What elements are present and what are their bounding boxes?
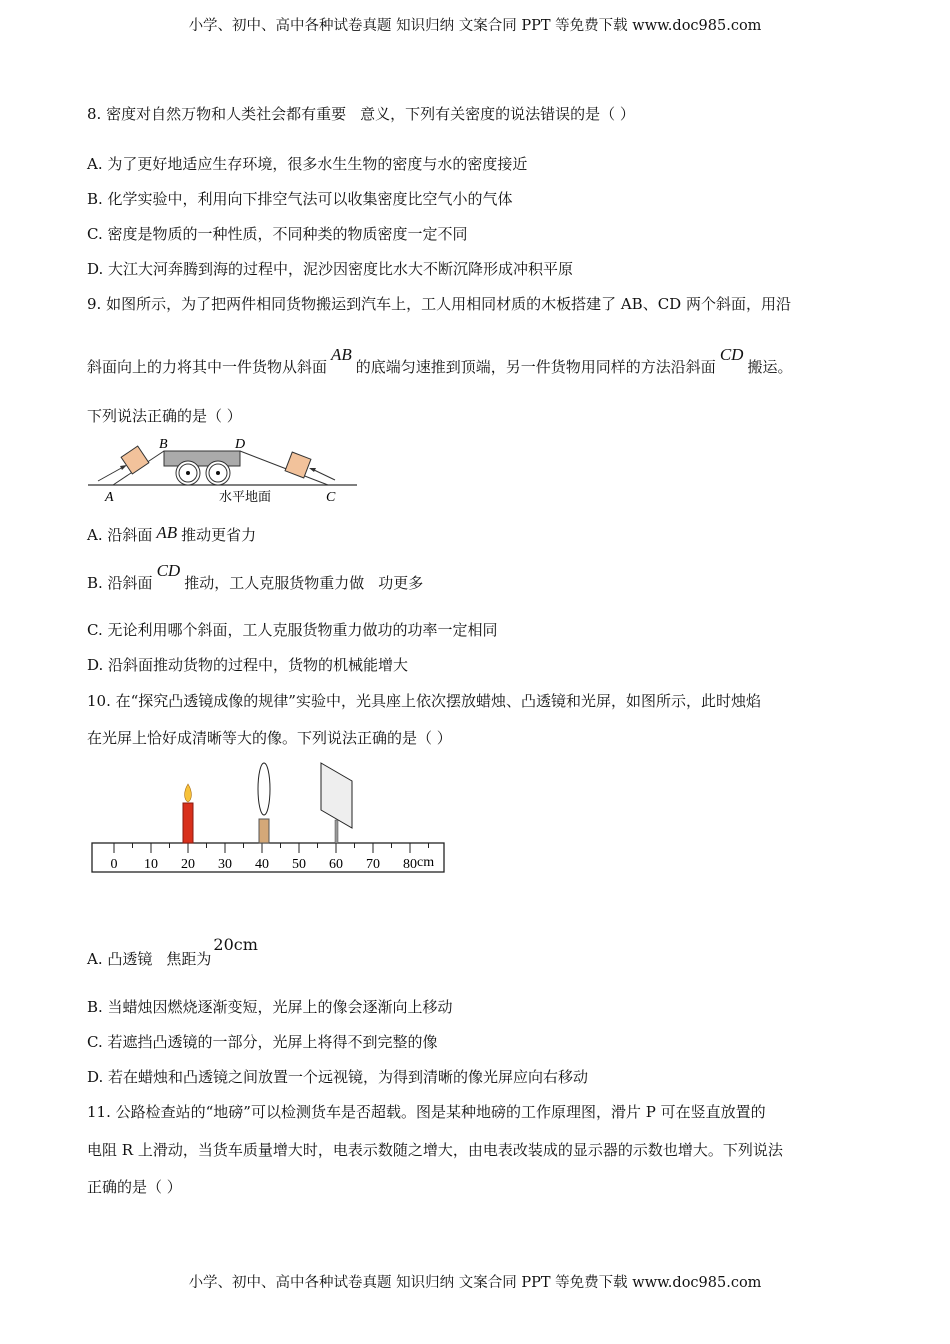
cargo-box-ab — [121, 446, 149, 474]
wheel — [176, 461, 200, 485]
ruler-label: 0 — [110, 857, 118, 872]
label-a: A — [105, 490, 114, 505]
q10-option-a — [87, 935, 258, 969]
q11-line2: 电阻 R 上滑动，当货车质量增大时，电表示数随之增大，由电表改装成的显示器的示数也增大。下列说法 — [87, 1141, 783, 1159]
t: 推动，工人克服货物重力做 — [184, 574, 365, 592]
label-c: C — [326, 490, 336, 505]
q11-line3: 正确的是（ ） — [87, 1178, 182, 1196]
convex-lens — [258, 763, 270, 815]
q9-option-d: D. 沿斜面推动货物的过程中，货物的机械能增大 — [87, 656, 409, 674]
q8-stem — [87, 103, 635, 124]
cargo-box-cd — [285, 452, 311, 478]
t: 的底端匀速推到顶端，另一件货物用同样的方法沿斜面 — [355, 358, 716, 376]
q9-line3: 下列说法正确的是（ ） — [87, 407, 242, 425]
t: 焦距为 — [166, 950, 212, 968]
q8-stem-b: 意义，下列有关密度的说法错误的是（ ） — [360, 105, 635, 123]
ruler-label: 50 — [292, 857, 306, 872]
q10-line2: 在光屏上恰好成清晰等大的像。下列说法正确的是（ ） — [87, 729, 452, 747]
q9-option-a — [87, 524, 256, 545]
t: 功更多 — [378, 574, 424, 592]
q8-option-c: C. 密度是物质的一种性质，不同种类的物质密度一定不同 — [87, 225, 468, 243]
ruler-label: 60 — [329, 857, 343, 872]
lens-holder — [259, 819, 269, 843]
q9-line2 — [87, 345, 793, 377]
q10-option-b: B. 当蜡烛因燃烧逐渐变短，光屏上的像会逐渐向上移动 — [87, 998, 453, 1016]
force-arrow-ab — [98, 466, 125, 481]
ruler-label: 40 — [255, 857, 269, 872]
ruler-label: 10 — [144, 857, 158, 872]
q8-option-d: D. 大江大河奔腾到海的过程中，泥沙因密度比水大不断沉降形成冲积平原 — [87, 260, 574, 278]
page-footer: 小学、初中、高中各种试卷真题 知识归纳 文案合同 PPT 等免费下载 www.doc985.com — [188, 1275, 762, 1291]
wheel — [206, 461, 230, 485]
q10-option-c: C. 若遮挡凸透镜的一部分，光屏上将得不到完整的像 — [87, 1033, 438, 1051]
q10-option-d: D. 若在蜡烛和凸透镜之间放置一个远视镜，为得到清晰的像光屏应向右移动 — [87, 1068, 589, 1086]
incline-figure — [85, 430, 365, 510]
flame-icon — [185, 784, 192, 802]
force-arrow-cd — [312, 469, 335, 480]
q11-line1: 11. 公路检查站的“地磅”可以检测货车是否超载。图是某种地磅的工作原理图，滑片 P 可在竖直放置的 — [87, 1103, 766, 1121]
math-ab: AB — [156, 523, 178, 542]
t: 搬运。 — [747, 358, 793, 376]
ground-label: 水平地面 — [219, 489, 272, 504]
page-header: 小学、初中、高中各种试卷真题 知识归纳 文案合同 PPT 等免费下载 www.doc985.com — [188, 18, 762, 34]
q8-option-b: B. 化学实验中，利用向下排空气法可以收集密度比空气小的气体 — [87, 190, 513, 208]
candle — [183, 803, 193, 843]
t: A. 凸透镜 — [87, 950, 153, 968]
q9-option-b — [87, 561, 424, 593]
ruler-label: 20 — [181, 857, 195, 872]
label-b: B — [159, 437, 168, 452]
q9-option-c: C. 无论利用哪个斜面，工人克服货物重力做功的功率一定相同 — [87, 621, 498, 639]
ruler-label: 30 — [218, 857, 232, 872]
t: A. 沿斜面 — [87, 526, 153, 544]
light-screen — [321, 763, 352, 828]
t: B. 沿斜面 — [87, 574, 153, 592]
q8-stem-a: 8. 密度对自然万物和人类社会都有重要 — [87, 105, 347, 123]
ruler-label: 70 — [366, 857, 380, 872]
q10-line1: 10. 在“探究凸透镜成像的规律”实验中，光具座上依次摆放蜡烛、凸透镜和光屏，如图所示，此时烛焰 — [87, 692, 761, 710]
focal-value: 20cm — [213, 935, 258, 954]
unit-label: cm — [417, 855, 435, 870]
label-d: D — [235, 437, 246, 452]
optical-bench-figure — [85, 760, 455, 880]
screen-stand — [335, 820, 338, 843]
math-cd: CD — [156, 561, 181, 580]
t: 斜面向上的力将其中一件货物从斜面 — [87, 358, 328, 376]
math-ab: AB — [331, 345, 352, 364]
t: 推动更省力 — [181, 526, 257, 544]
math-cd: CD — [719, 345, 744, 364]
truck-bed — [164, 451, 240, 466]
q8-option-a: A. 为了更好地适应生存环境，很多水生生物的密度与水的密度接近 — [87, 155, 528, 173]
q9-line1: 9. 如图所示，为了把两件相同货物搬运到汽车上，工人用相同材质的木板搭建了 AB、CD 两个斜面，用沿 — [87, 295, 791, 313]
ruler-label: 80 — [403, 857, 417, 872]
